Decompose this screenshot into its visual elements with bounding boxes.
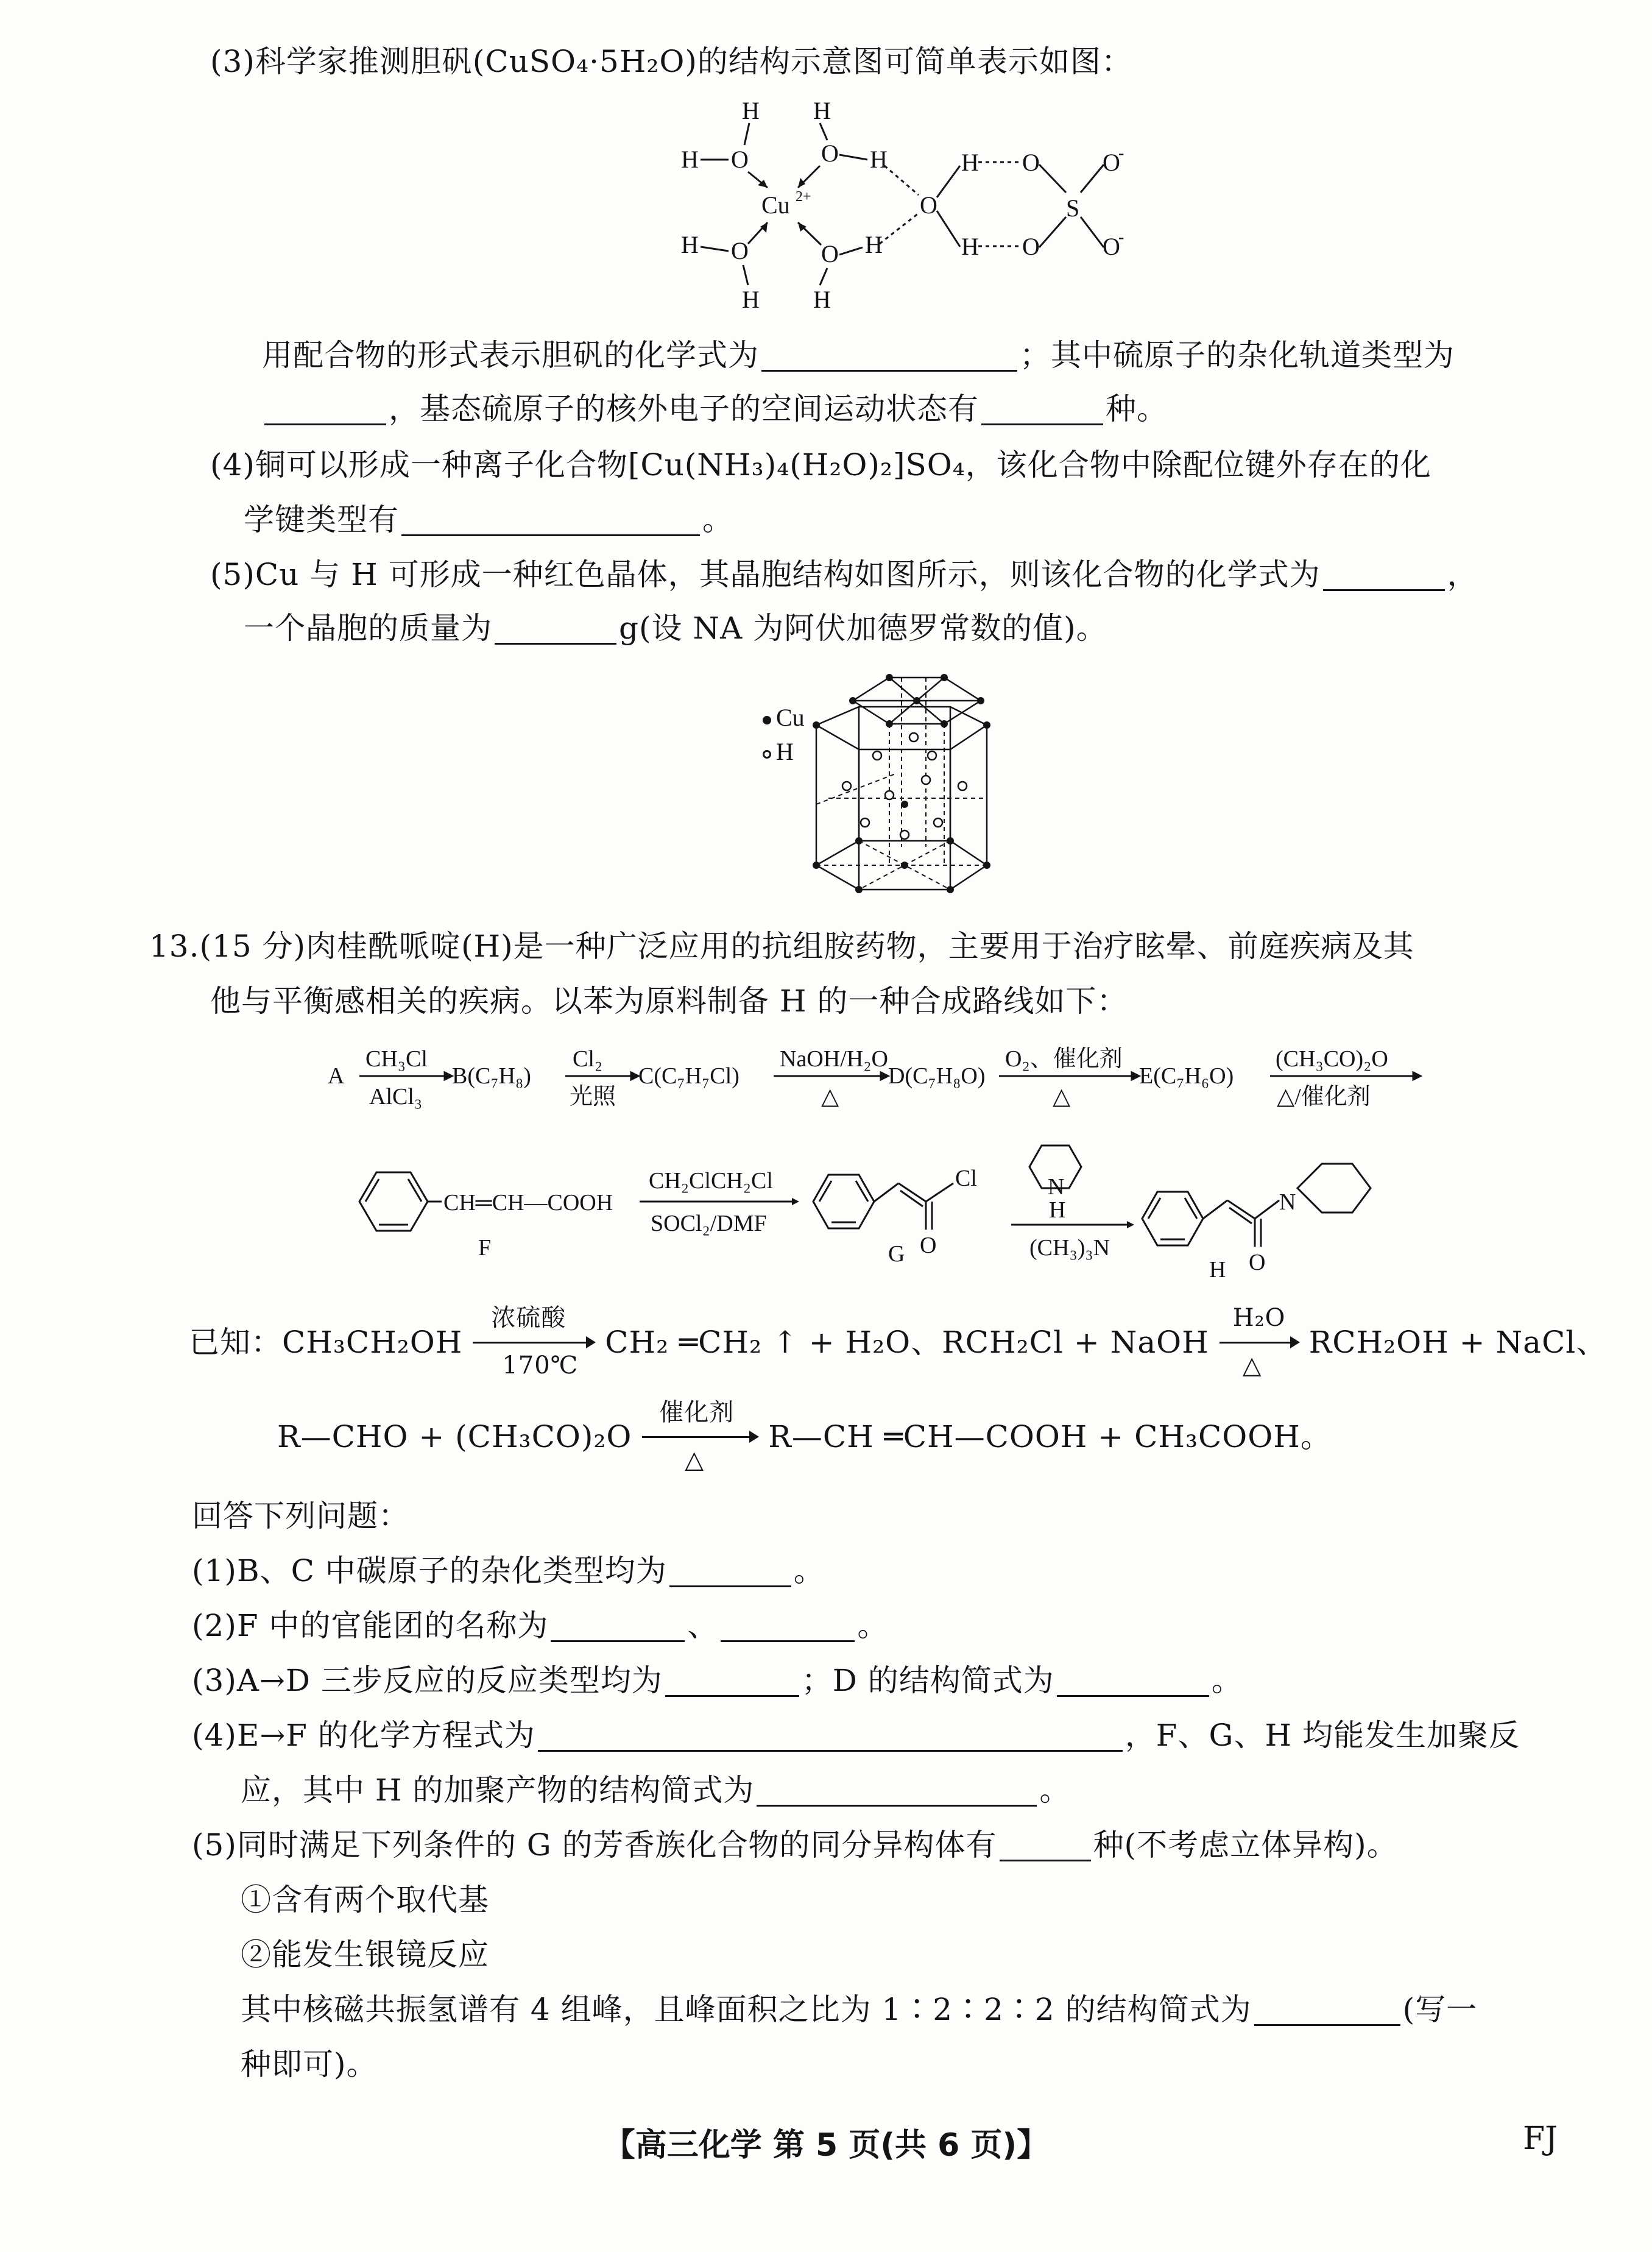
minus-charge: - [1118,228,1124,247]
o-atom: O [821,240,839,267]
answer-blank[interactable] [551,1610,685,1642]
reagent-top: O₂、催化剂 [1005,1046,1123,1072]
crystal-cell-diagram [804,664,1011,908]
g-oxygen: O [920,1233,937,1258]
reagent-top: CH₃Cl [365,1046,428,1072]
answer-blank[interactable] [264,393,386,425]
answer-blank[interactable] [1000,1829,1091,1861]
compound-d: D(C₇H₈O) [888,1063,986,1089]
q12-p5-line2: 一个晶胞的质量为 g(设 NA 为阿伏加德罗常数的值)。 [244,611,1107,646]
g-chlorine: Cl [955,1166,977,1191]
cu-ion: Cu [761,191,790,219]
answer-blank[interactable] [1254,1994,1400,2026]
o-atom: O [1022,149,1040,176]
cu-charge: 2+ [796,189,811,205]
q12-p4-line2: 学键类型有 。 [244,502,733,537]
synthesis-route-row1 [323,1036,1652,1115]
answer-blank[interactable] [665,1665,799,1697]
answer-blank[interactable] [757,1774,1037,1807]
answer-blank[interactable] [761,339,1017,372]
q12-p3-line2: ，基态硫原子的核外电子的空间运动状态有 种。 [262,389,1168,429]
o-atom: O [920,191,937,219]
compound-a: A [328,1063,345,1089]
f-side-chain: CH═CH—COOH [443,1190,613,1216]
answer-blank[interactable] [981,393,1103,425]
q12-p3-intro: (3)科学家推测胆矾(CuSO₄·5H₂O)的结构示意图可简单表示如图： [210,44,1132,79]
reagent-top: (CH₃CO)₂O [1276,1046,1388,1072]
known-arrow-2: H₂O △ [1220,1322,1299,1362]
reagent-bottom: AlCl₃ [369,1084,423,1110]
o-atom: O [731,237,749,264]
q13-intro-2: 他与平衡感相关的疾病。以苯为原料制备 H 的一种合成路线如下： [210,983,1128,1019]
question-1: (1)B、C 中碳原子的杂化类型均为 。 [192,1553,825,1588]
condition-1: ①含有两个取代基 [241,1882,489,1917]
answer-blank[interactable] [1057,1665,1209,1697]
compound-g-label: G [888,1241,905,1267]
cu-legend-icon [763,716,771,724]
q13-intro-1: 13.(15 分)肉桂酰哌啶(H)是一种广泛应用的抗组胺药物，主要用于治疗眩晕、前庭疾病及其 [149,929,1414,964]
piperidine-h: H [1049,1197,1066,1223]
answer-blank[interactable] [721,1610,855,1642]
h-atom: H [870,146,888,173]
answer-intro: 回答下列问题： [192,1498,409,1534]
answer-blank[interactable] [495,612,616,645]
question-4: (4)E→F 的化学方程式为 ，F、G、H 均能发生加聚反 [192,1718,1520,1753]
reagent-bottom: △ [1053,1084,1071,1110]
question-4-cont: 应，其中 H 的加聚产物的结构简式为 。 [241,1772,1071,1808]
answer-blank[interactable] [538,1719,1123,1752]
reagent-bottom: △ [821,1084,839,1110]
h-atom: H [865,231,883,258]
page-footer: 【高三化学 第 5 页(共 6 页)】 [603,2127,1049,2164]
h-nitrogen: N [1279,1189,1296,1215]
reagent-bottom: (CH₃)₃N [1029,1235,1110,1261]
known-arrow-3: 催化剂 △ [642,1417,758,1457]
reagent-bottom: SOCl₂/DMF [651,1211,767,1236]
question-3: (3)A→D 三步反应的反应类型均为 ；D 的结构简式为 。 [192,1663,1243,1698]
answer-blank[interactable] [401,504,700,536]
reagent-top: Cl₂ [573,1046,603,1072]
compound-c: C(C₇H₇Cl) [638,1063,740,1089]
minus-charge: - [1118,144,1124,163]
cuso4-structure-diagram [676,91,1176,323]
nmr-question-cont: 种即可)。 [241,2047,378,2082]
known-line-2: R—CHO + (CH₃CO)₂O 催化剂 △ R—CH ═CH—COOH + CH₃COOH。 [277,1398,1332,1474]
h-atom: H [681,231,699,258]
reagent-top: CH₂ClCH₂Cl [649,1168,773,1194]
compound-h-label: H [1209,1257,1226,1283]
s-atom: S [1066,194,1080,222]
o-atom: O [821,140,839,167]
reagent-bottom: △/催化剂 [1277,1084,1371,1110]
condition-2: ②能发生银镜反应 [241,1937,489,1972]
compound-b: B(C₇H₈) [452,1063,531,1089]
piperidine-n: N [1048,1174,1065,1200]
reagent-bottom: 光照 [570,1084,616,1110]
o-atom: O [1103,233,1120,260]
h-oxygen: O [1249,1250,1266,1275]
known-arrow-1: 浓硫酸 170℃ [473,1322,595,1362]
h-atom: H [681,146,699,173]
h-atom: H [961,149,979,176]
answer-blank[interactable] [1323,559,1445,591]
known-line-1: 已知：CH₃CH₂OH 浓硫酸 170℃ CH₂ ═CH₂ ↑ + H₂O、RCH₂Cl + NaOH H₂O △ RCH₂OH + NaCl、 [189,1304,1608,1379]
q12-p5-line1: (5)Cu 与 H 可形成一种红色晶体，其晶胞结构如图所示，则该化合物的化学式为 ， [210,557,1478,592]
h-atom: H [813,286,831,313]
compound-e: E(C₇H₆O) [1139,1063,1234,1089]
h-atom: H [961,233,979,260]
page-code: FJ [1523,2120,1558,2157]
compound-f-label: F [478,1235,492,1261]
synthesis-route-row2 [341,1133,1652,1298]
h-legend-icon [763,750,771,759]
answer-blank[interactable] [669,1555,791,1587]
h-atom: H [813,97,831,124]
o-atom: O [1022,233,1040,260]
question-5: (5)同时满足下列条件的 G 的芳香族化合物的同分异构体有 种(不考虑立体异构)。 [192,1827,1398,1863]
q12-p3-line1: 用配合物的形式表示胆矾的化学式为 ；其中硫原子的杂化轨道类型为 [262,338,1455,373]
h-atom: H [742,286,760,313]
o-atom: O [731,146,749,173]
reagent-top: NaOH/H₂O [780,1046,888,1072]
crystal-legend: Cu H [763,701,805,769]
q12-p4-line1: (4)铜可以形成一种离子化合物[Cu(NH₃)₄(H₂O)₂]SO₄，该化合物中除配位键外存在的化 [210,447,1431,483]
o-atom: O [1103,149,1120,176]
h-atom: H [742,97,760,124]
nmr-question: 其中核磁共振氢谱有 4 组峰，且峰面积之比为 1∶2∶2∶2 的结构简式为 (写一 [241,1992,1478,2027]
question-2: (2)F 中的官能团的名称为 、 。 [192,1608,889,1643]
